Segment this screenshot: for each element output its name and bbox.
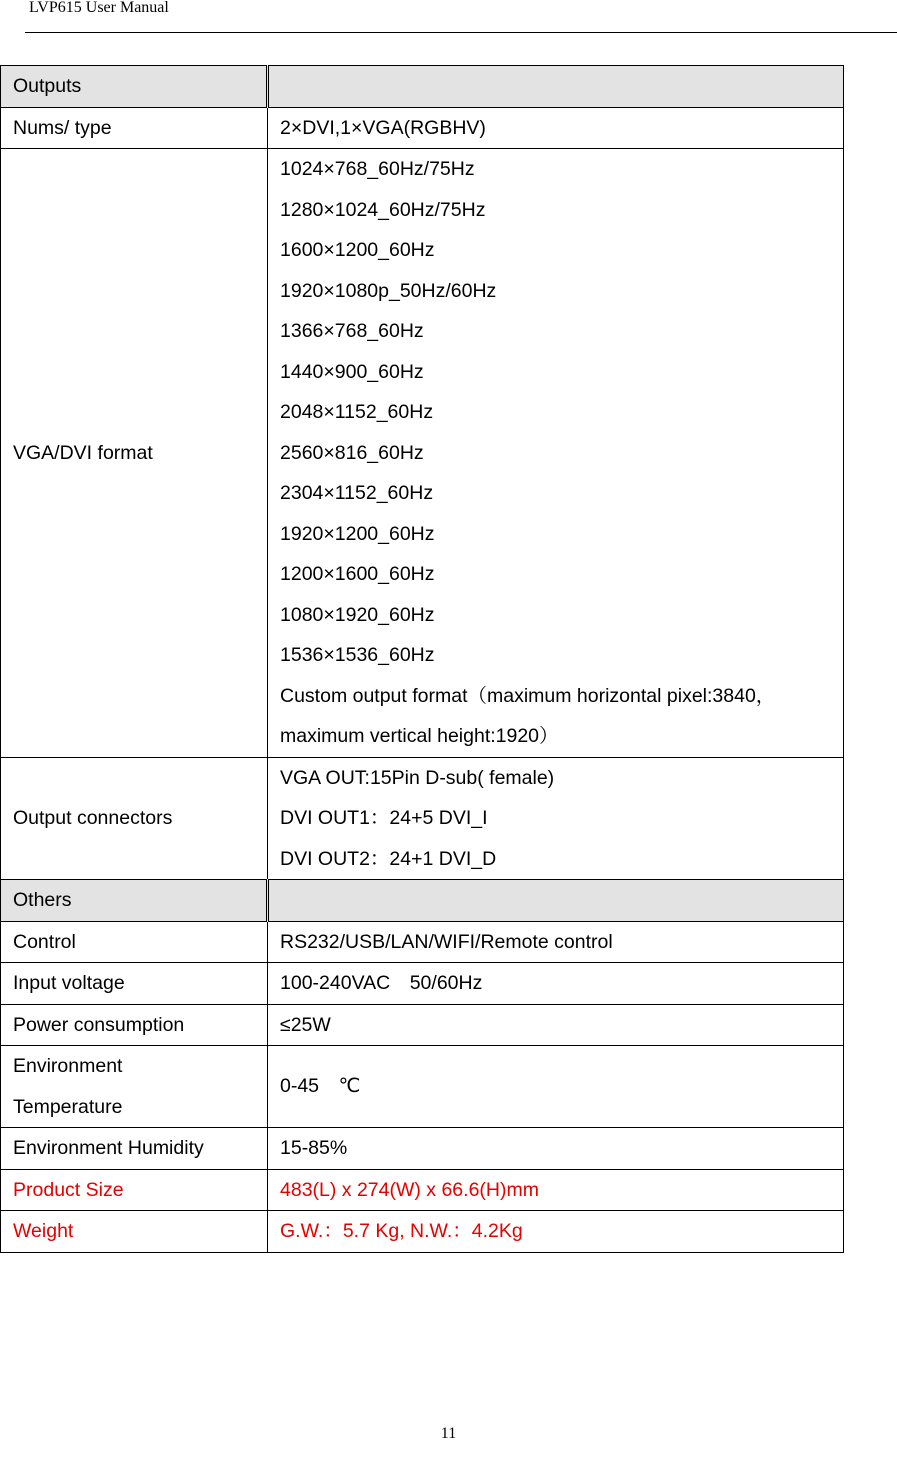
spec-value: 2×DVI,1×VGA(RGBHV): [268, 107, 844, 149]
section-empty-cell: [268, 66, 844, 108]
connector-line: VGA OUT:15Pin D-sub( female): [280, 766, 555, 789]
format-line: 1366×768_60Hz: [280, 320, 424, 342]
spec-label: [1, 1046, 268, 1128]
format-line: maximum vertical height:1920）: [280, 725, 559, 747]
spec-value-list: [268, 149, 844, 758]
spec-label-line: Temperature: [13, 1095, 123, 1118]
section-empty-cell: [268, 880, 844, 922]
format-line: 1024×768_60Hz/75Hz: [280, 158, 475, 180]
format-line: 1920×1080p_50Hz/60Hz: [280, 279, 497, 302]
spec-label-line: Environment: [13, 1055, 123, 1077]
format-line: 1920×1200_60Hz: [280, 522, 435, 545]
format-line: 2304×1152_60Hz: [280, 482, 434, 504]
spec-table: [0, 65, 844, 1253]
format-line: 1600×1200_60Hz: [280, 239, 435, 261]
spec-label: Control: [1, 921, 268, 963]
spec-value: RS232/USB/LAN/WIFI/Remote control: [268, 921, 844, 963]
spec-label: Input voltage: [1, 963, 268, 1005]
connector-line: DVI OUT1：24+5 DVI_I: [280, 807, 488, 829]
format-line: 1200×1600_60Hz: [280, 563, 435, 585]
spec-row-temperature: [1, 1046, 844, 1128]
spec-label: Weight: [1, 1211, 268, 1253]
spec-row-control: [1, 921, 844, 963]
section-title: Outputs: [1, 66, 268, 108]
spec-row-power: [1, 1004, 844, 1046]
section-header-others: [1, 880, 844, 922]
format-line: 2048×1152_60Hz: [280, 401, 434, 423]
spec-label: Power consumption: [1, 1004, 268, 1046]
format-line: 2560×816_60Hz: [280, 441, 424, 464]
spec-row-nums-type: [1, 107, 844, 149]
spec-label: Nums/ type: [1, 107, 268, 149]
connector-line: DVI OUT2：24+1 DVI_D: [280, 847, 497, 870]
header-rule: [25, 32, 897, 33]
format-line: 1280×1024_60Hz/75Hz: [280, 198, 486, 221]
spec-label: Product Size: [1, 1169, 268, 1211]
spec-value: 483(L) x 274(W) x 66.6(H)mm: [268, 1169, 844, 1211]
spec-value-list: [268, 757, 844, 880]
section-header-outputs: [1, 66, 844, 108]
spec-row-weight: [1, 1211, 844, 1253]
spec-value: 100-240VAC 50/60Hz: [268, 963, 844, 1005]
spec-label: Output connectors: [1, 757, 268, 880]
format-line: 1440×900_60Hz: [280, 360, 424, 383]
format-line: 1536×1536_60Hz: [280, 644, 435, 666]
spec-row-connectors: [1, 757, 844, 880]
spec-value: 0-45 ℃: [268, 1046, 844, 1128]
format-line: 1080×1920_60Hz: [280, 603, 435, 626]
spec-value: ≤25W: [268, 1004, 844, 1046]
running-header: LVP615 User Manual: [29, 0, 169, 16]
format-line: Custom output format（maximum horizontal pixel:3840，: [280, 684, 776, 707]
page-number: 11: [440, 1425, 457, 1442]
section-title: Others: [1, 880, 268, 922]
spec-value: G.W.：5.7 Kg, N.W.：4.2Kg: [268, 1211, 844, 1253]
spec-label: Environment Humidity: [1, 1128, 268, 1170]
spec-value: 15-85%: [268, 1128, 844, 1170]
spec-row-product-size: [1, 1169, 844, 1211]
spec-label: VGA/DVI format: [1, 149, 268, 758]
spec-row-input-voltage: [1, 963, 844, 1005]
spec-row-format: [1, 149, 844, 758]
spec-row-humidity: [1, 1128, 844, 1170]
